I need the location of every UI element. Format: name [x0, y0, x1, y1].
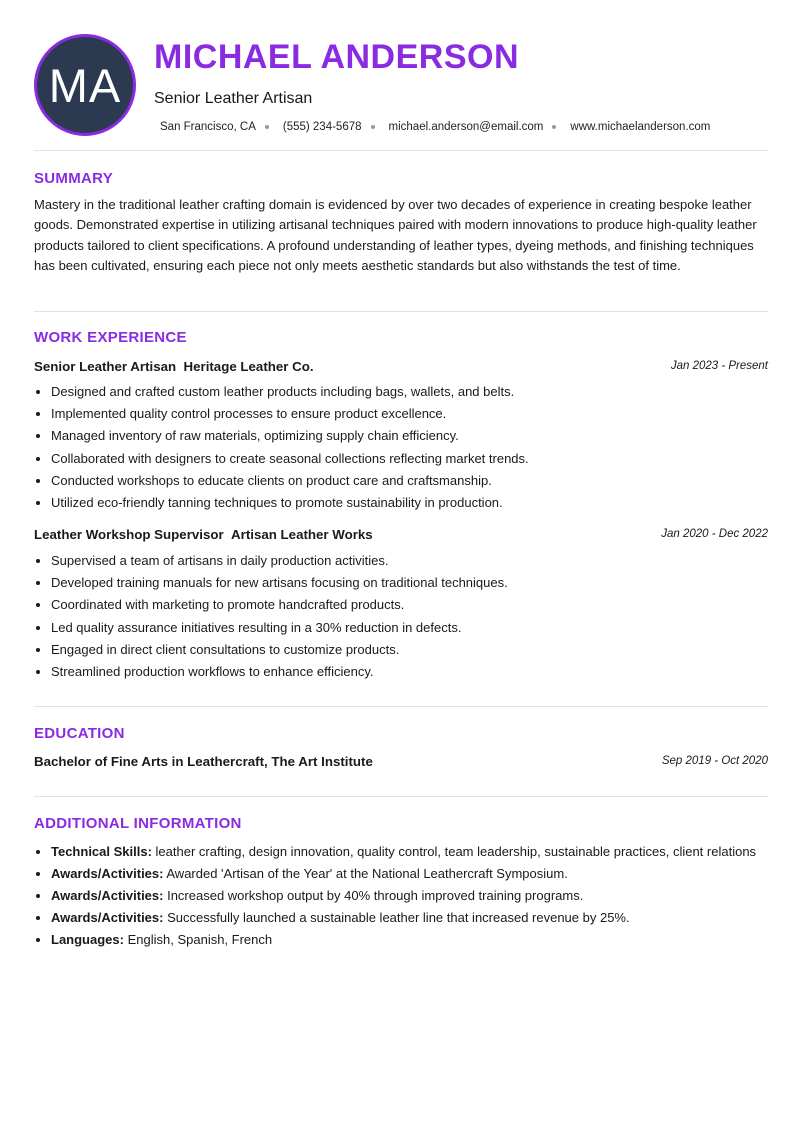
divider — [34, 706, 768, 707]
list-item — [34, 909, 768, 927]
job-header — [34, 527, 768, 542]
resume-header — [34, 34, 768, 139]
separator-dot — [265, 125, 269, 129]
candidate-name: MICHAEL ANDERSON — [154, 38, 520, 76]
contact-line — [160, 121, 710, 133]
item-label: Awards/Activities: — [51, 888, 164, 903]
separator-dot — [552, 125, 556, 129]
job-company: Artisan Leather Works — [231, 527, 373, 542]
item-text: Successfully launched a sustainable leather line that increased revenue by 25%. — [167, 910, 630, 925]
list-item: Utilized eco-friendly tanning techniques to promote sustainability in production. — [34, 494, 768, 516]
summary-heading: SUMMARY — [34, 170, 114, 187]
separator-dot — [371, 125, 375, 129]
summary-text: Mastery in the traditional leather crafting domain is evidenced by over two decades of experience in creating bespoke leather goods. Demonstrated expertise in utilizing artisanal techniques paired with modern innovations to produce high-quality leather products tailored to client specifications. A profound understanding of leather types, dyeing methods, and finishing techniques has been cultivated, ensuring each piece not only meets aesthetic standards but also withstands the test of time. — [34, 197, 757, 273]
item-label: Awards/Activities: — [51, 866, 164, 881]
avatar-initials: MA — [48, 58, 122, 112]
additional-heading: ADDITIONAL INFORMATION — [34, 815, 242, 832]
item-text: leather crafting, design innovation, quality control, team leadership, sustainable practices, client relations — [155, 844, 757, 859]
list-item: Streamlined production workflows to enhance efficiency. — [34, 663, 768, 685]
list-item: Managed inventory of raw materials, optimizing supply chain efficiency. — [34, 427, 768, 449]
divider — [34, 311, 768, 312]
item-label: Languages: — [51, 932, 124, 947]
job-bullets — [34, 552, 768, 685]
candidate-title: Senior Leather Artisan — [154, 90, 313, 107]
item-label: Technical Skills: — [51, 844, 152, 859]
item-text: Increased workshop output by 40% through improved training programs. — [167, 888, 584, 903]
education-entry — [34, 754, 768, 769]
list-item: Supervised a team of artisans in daily production activities. — [34, 552, 768, 574]
list-item — [34, 843, 768, 861]
job-header — [34, 359, 768, 374]
job-bullets — [34, 383, 768, 516]
item-text: English, Spanish, French — [127, 932, 273, 947]
job-dates: Jan 2020 - Dec 2022 — [661, 528, 768, 540]
job-role: Leather Workshop Supervisor — [34, 527, 224, 542]
education-heading: EDUCATION — [34, 725, 125, 742]
list-item — [34, 931, 768, 949]
list-item: Conducted workshops to educate clients on product care and craftsmanship. — [34, 472, 768, 494]
job-role: Senior Leather Artisan — [34, 359, 177, 374]
contact-email[interactable]: michael.anderson@email.com — [388, 121, 544, 133]
item-text: Awarded 'Artisan of the Year' at the National Leathercraft Symposium. — [166, 866, 568, 881]
job-dates: Jan 2023 - Present — [670, 360, 768, 372]
list-item: Designed and crafted custom leather products including bags, wallets, and belts. — [34, 383, 768, 405]
item-label: Awards/Activities: — [51, 910, 164, 925]
list-item: Collaborated with designers to create seasonal collections reflecting market trends. — [34, 450, 768, 472]
education-dates: Sep 2019 - Oct 2020 — [661, 755, 768, 767]
job-company: Heritage Leather Co. — [183, 359, 314, 374]
list-item — [34, 865, 768, 883]
contact-phone[interactable]: (555) 234-5678 — [282, 121, 362, 133]
experience-heading: WORK EXPERIENCE — [34, 329, 187, 346]
divider — [34, 796, 768, 797]
avatar — [34, 34, 136, 136]
list-item: Engaged in direct client consultations to customize products. — [34, 641, 768, 663]
education-degree: Bachelor of Fine Arts in Leathercraft, The Art Institute — [34, 754, 373, 769]
additional-list — [34, 843, 768, 953]
list-item — [34, 887, 768, 905]
list-item: Developed training manuals for new artisans focusing on traditional techniques. — [34, 574, 768, 596]
list-item: Coordinated with marketing to promote handcrafted products. — [34, 596, 768, 618]
divider — [34, 150, 768, 151]
list-item: Led quality assurance initiatives resulting in a 30% reduction in defects. — [34, 619, 768, 641]
contact-location: San Francisco, CA — [160, 121, 256, 133]
list-item: Implemented quality control processes to ensure product excellence. — [34, 405, 768, 427]
contact-website[interactable]: www.michaelanderson.com — [570, 121, 711, 133]
